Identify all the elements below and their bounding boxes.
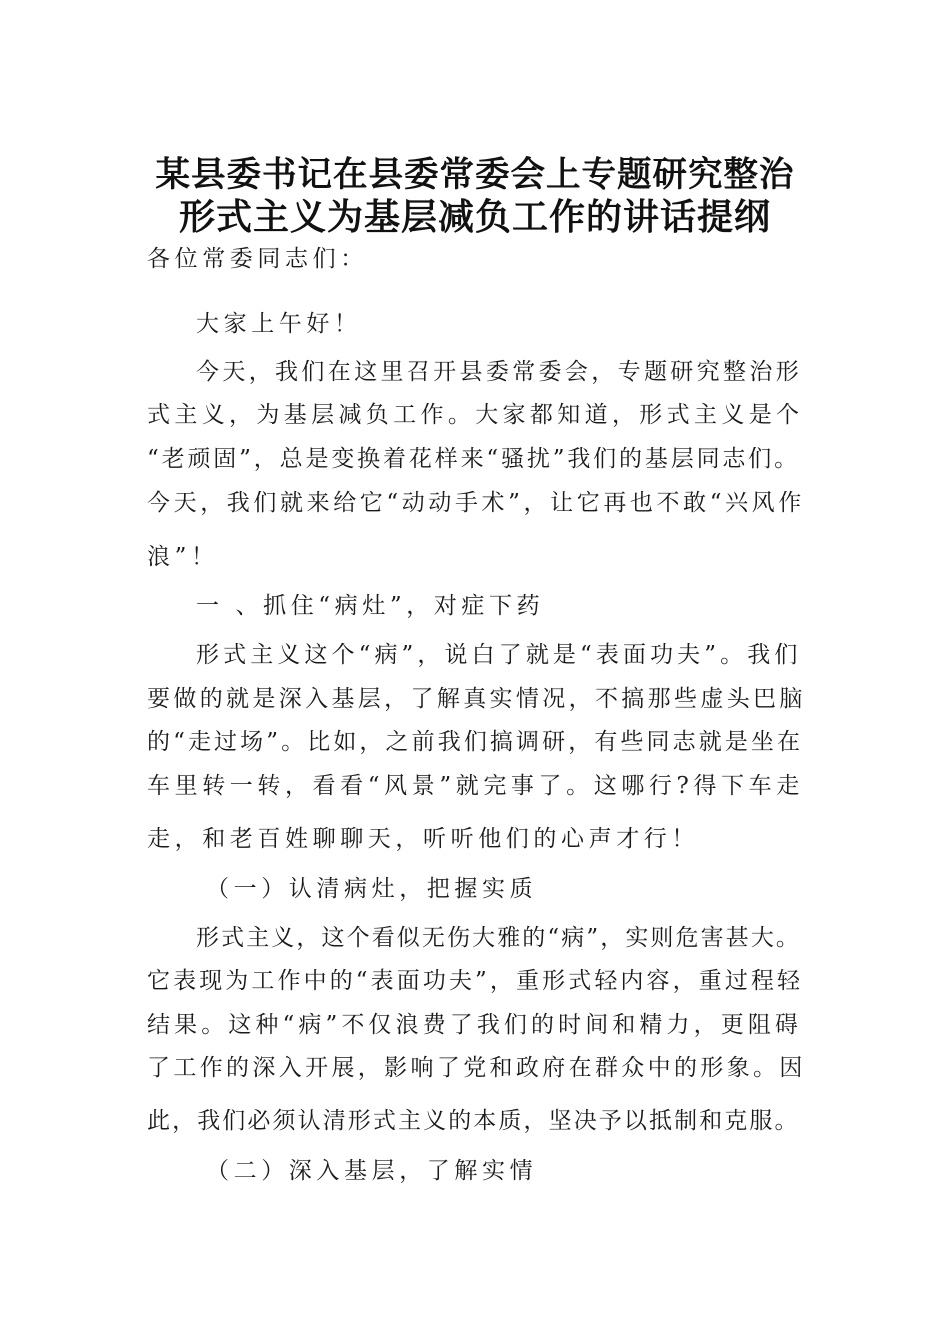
greeting: 大家上午好！ bbox=[196, 311, 362, 337]
section-1-line-4: 车里转一转，看看“风景”就完事了。这哪行?得下车走 bbox=[147, 773, 804, 799]
section-1-line-5: 走，和老百姓聊聊天，听听他们的心声才行！ bbox=[147, 826, 699, 852]
subsection-1-line-3: 结果。这种“病”不仅浪费了我们的时间和精力，更阻碍 bbox=[147, 1012, 803, 1038]
subsection-1-line-5: 此，我们必须认清形式主义的本质，坚决予以抵制和克服。 bbox=[147, 1108, 800, 1134]
subsection-1-line-2: 它表现为工作中的“表面功夫”，重形式轻内容，重过程轻 bbox=[147, 968, 804, 994]
intro-line-4: 今天，我们就来给它“动动手术”，让它再也不敢“兴风作 bbox=[147, 490, 805, 516]
intro-line-3: “老顽固”，总是变换着花样来“骚扰”我们的基层同志们。 bbox=[147, 446, 800, 472]
subsection-1-line-1: 形式主义，这个看似无伤大雅的“病”，实则危害甚大。 bbox=[196, 925, 802, 951]
section-1-heading: 一 、抓住“病灶”，对症下药 bbox=[196, 593, 545, 619]
subsection-2-heading: （二）深入基层，了解实情 bbox=[206, 1158, 538, 1184]
subsection-1-heading: （一）认清病灶，把握实质 bbox=[206, 876, 538, 902]
subsection-1-line-4: 了工作的深入开展，影响了党和政府在群众中的形象。因 bbox=[147, 1055, 806, 1081]
document-title-line-1: 某县委书记在县委常委会上专题研究整治 bbox=[155, 155, 795, 195]
intro-line-5: 浪”！ bbox=[147, 544, 219, 570]
salutation: 各位常委同志们： bbox=[147, 246, 368, 272]
intro-line-2: 式主义，为基层减负工作。大家都知道，形式主义是个 bbox=[147, 402, 804, 428]
section-1-line-1: 形式主义这个“病”，说白了就是“表面功夫”。我们 bbox=[196, 642, 802, 668]
section-1-line-3: 的“走过场”。比如，之前我们搞调研，有些同志就是坐在 bbox=[147, 729, 804, 755]
document-title-line-2: 形式主义为基层减负工作的讲话提纲 bbox=[178, 197, 771, 238]
section-1-line-2: 要做的就是深入基层，了解真实情况，不搞那些虚头巴脑 bbox=[147, 686, 806, 712]
intro-line-1: 今天，我们在这里召开县委常委会，专题研究整治形 bbox=[196, 359, 803, 385]
